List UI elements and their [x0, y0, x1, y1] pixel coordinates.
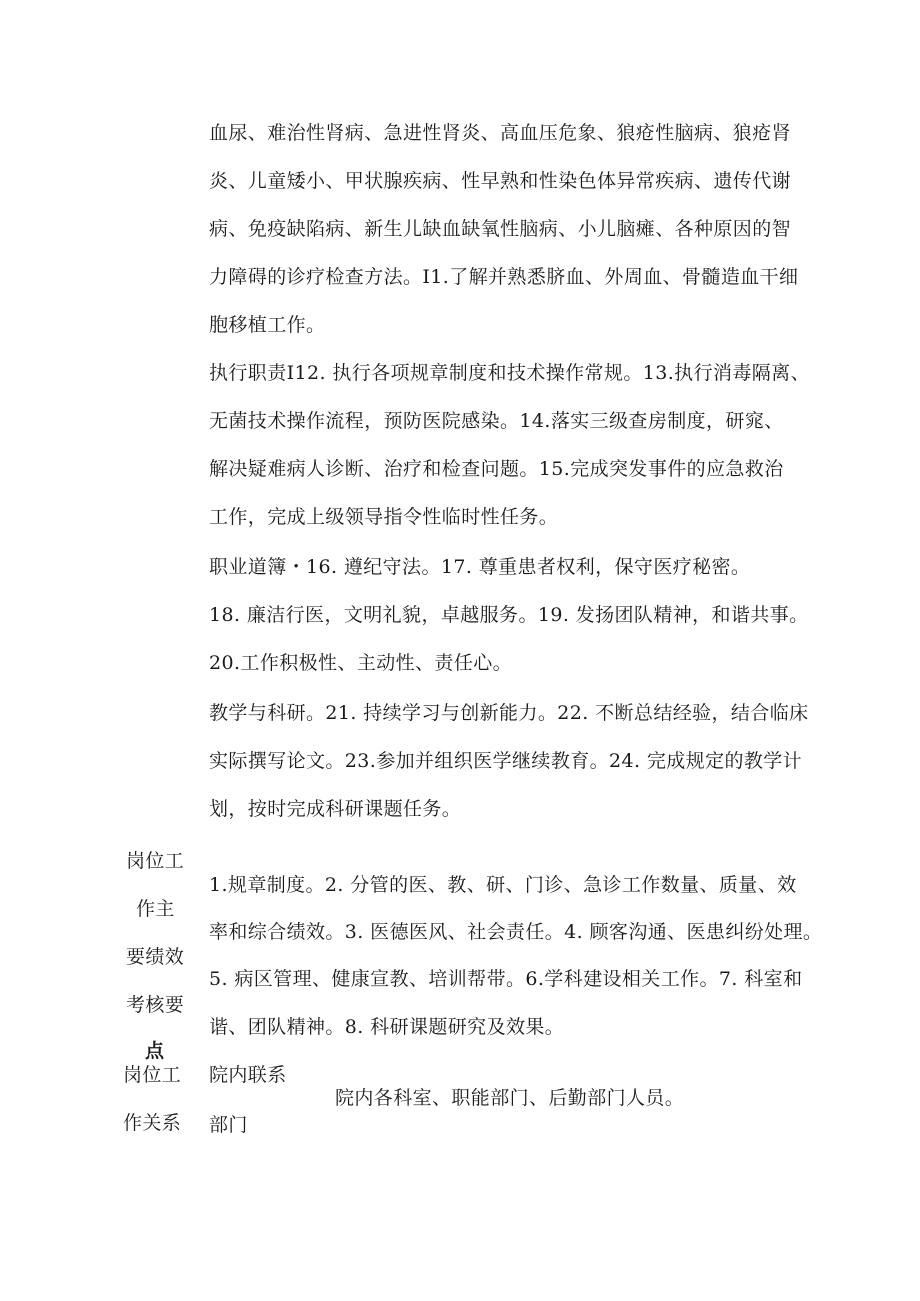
- assessment-label-line: 要绩效: [126, 946, 185, 968]
- body-line: 工作，完成上级领导指令性临时性任务。: [209, 506, 559, 528]
- assessment-label-line: 岗位工: [126, 850, 185, 872]
- body-line: 实际撰写论文。23.参加并组织医学继续教育。24. 完成规定的教学计: [209, 750, 803, 772]
- relations-content: 院内各科室、职能部门、后勤部门人员。: [335, 1087, 685, 1109]
- assessment-label-line: 点: [145, 1040, 165, 1062]
- relations-label-line: 作关系: [123, 1112, 182, 1134]
- body-line: 病、免疫缺陷病、新生儿缺血缺氧性脑病、小儿脑瘫、各种原因的智: [209, 218, 792, 240]
- relations-sublabel-line: 部门: [209, 1114, 248, 1136]
- body-line: 血尿、难治性肾病、急进性肾炎、高血压危象、狼疮性脑病、狼疮肾: [209, 122, 792, 144]
- assessment-content-line: 率和综合绩效。3. 医德医风、社会责任。4. 顾客沟通、医患纠纷处理。: [209, 921, 823, 943]
- body-line: 20.工作积极性、主动性、责任心。: [209, 652, 513, 674]
- body-line: 解决疑难病人诊断、治疗和检查问题。15.完成突发事件的应急救治: [209, 458, 784, 480]
- body-line: 无菌技术操作流程，预防医院感染。14.落实三级查房制度，研窕、: [209, 410, 784, 432]
- body-line: 力障碍的诊疗检查方法。I1.了解并熟悉脐血、外周血、骨髓造血干细: [209, 266, 799, 288]
- body-line: 胞移植工作。: [209, 314, 326, 336]
- relations-label-line: 岗位工: [123, 1064, 182, 1086]
- assessment-content-line: 1.规章制度。2. 分管的医、教、研、门诊、急诊工作数量、质量、效: [209, 874, 797, 896]
- body-line: 职业道簿・16. 遵纪守法。17. 尊重患者权利，保守医疗秘密。: [209, 556, 751, 578]
- assessment-content-line: 5. 病区管理、健康宣教、培训帮带。6.学科建设相关工作。7. 科室和: [209, 968, 803, 990]
- assessment-content-line: 谐、团队精神。8. 科研课题研究及效果。: [209, 1016, 565, 1038]
- body-line: 炎、儿童矮小、甲状腺疾病、性早熟和性染色体异常疾病、遗传代谢: [209, 170, 792, 192]
- body-line: 划，按时完成科研课题任务。: [209, 798, 462, 820]
- relations-sublabel-line: 院内联系: [209, 1064, 287, 1086]
- body-line: 教学与科研。21. 持续学习与创新能力。22. 不断总结经验，结合临床: [209, 702, 809, 724]
- body-line: 执行职责I12. 执行各项规章制度和技术操作常规。13.执行消毒隔离、: [209, 362, 810, 384]
- assessment-label-line: 考核要: [126, 994, 185, 1016]
- assessment-label-line: 作主: [136, 898, 175, 920]
- body-line: 18. 廉洁行医，文明礼貌，卓越服务。19. 发扬团队精神，和谐共事。: [209, 604, 809, 626]
